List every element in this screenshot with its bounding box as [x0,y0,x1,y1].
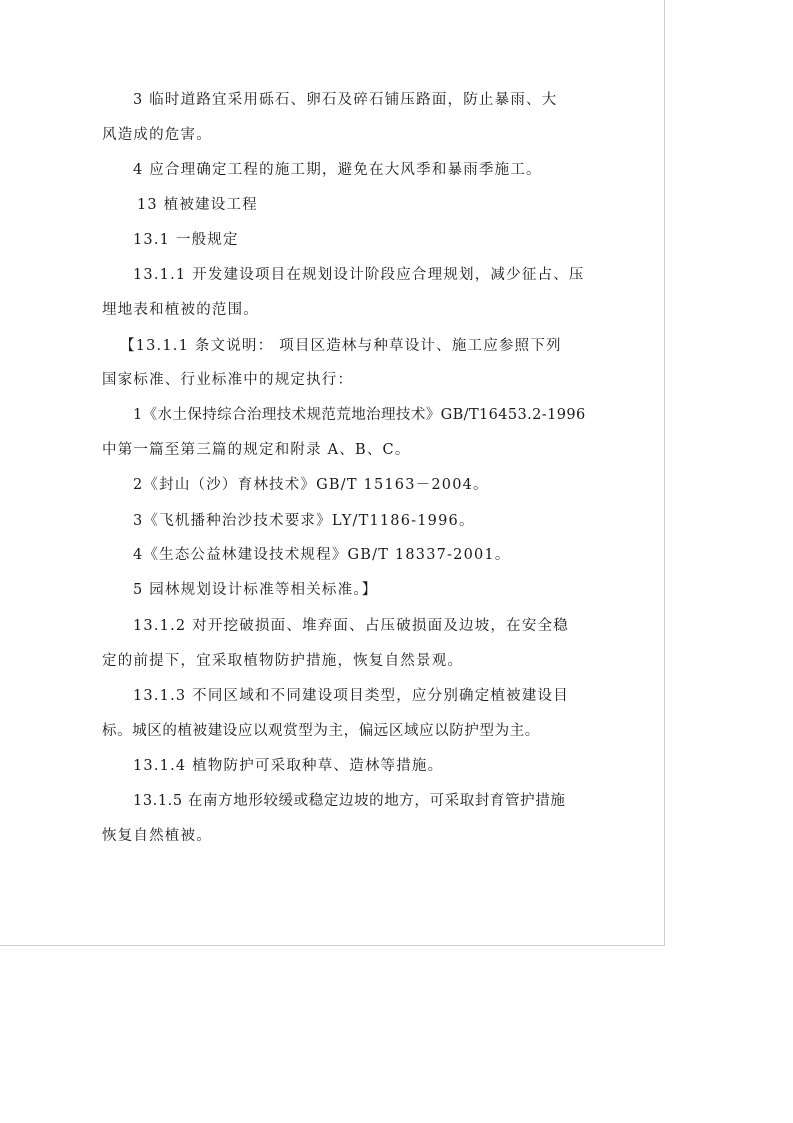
text-line: 风造成的危害。 [102,127,212,143]
section-heading: 13 植被建设工程 [137,197,258,213]
text-line: 3 临时道路宜采用砾石、卵石及碎石铺压路面，防止暴雨、大 [133,92,558,108]
text-line: 定的前提下，宜采取植物防护措施，恢复自然景观。 [102,653,464,669]
note-list-item: 5 园林规划设计标准等相关标准。】 [133,582,378,598]
note-list-item: 4《生态公益林建设技术规程》GB/T 18337-2001。 [133,547,511,563]
text-line: 恢复自然植被。 [102,828,212,844]
text-line: 13.1.3 不同区域和不同建设项目类型，应分别确定植被建设目 [133,688,569,704]
note-list-item: 中第一篇至第三篇的规定和附录 A、B、C。 [102,442,411,458]
text-line: 13.1.2 对开挖破损面、堆弃面、占压破损面及边坡，在安全稳 [133,618,569,634]
note-list-item: 2《封山（沙）育林技术》GB/T 15163－2004。 [133,477,489,493]
note-line: 【13.1.1 条文说明： 项目区造林与种草设计、施工应参照下列 [120,338,562,354]
subsection-heading: 13.1 一般规定 [133,232,239,248]
text-line: 埋地表和植被的范围。 [102,302,259,318]
text-line: 4 应合理确定工程的施工期，避免在大风季和暴雨季施工。 [133,162,542,178]
text-line: 13.1.1 开发建设项目在规划设计阶段应合理规划，减少征占、压 [133,267,585,283]
note-list-item: 3《飞机播种治沙技术要求》LY/T1186-1996。 [133,513,475,529]
text-line: 13.1.4 植物防护可采取种草、造林等措施。 [133,758,444,774]
note-list-item: 1《水土保持综合治理技术规范荒地治理技术》GB/T16453.2-1996 [133,407,586,423]
text-line: 13.1.5 在南方地形较缓或稳定边坡的地方，可采取封育管护措施 [133,793,566,809]
text-line: 标。城区的植被建设应以观赏型为主，偏远区域应以防护型为主。 [102,723,540,739]
note-line: 国家标准、行业标准中的规定执行： [102,372,354,388]
